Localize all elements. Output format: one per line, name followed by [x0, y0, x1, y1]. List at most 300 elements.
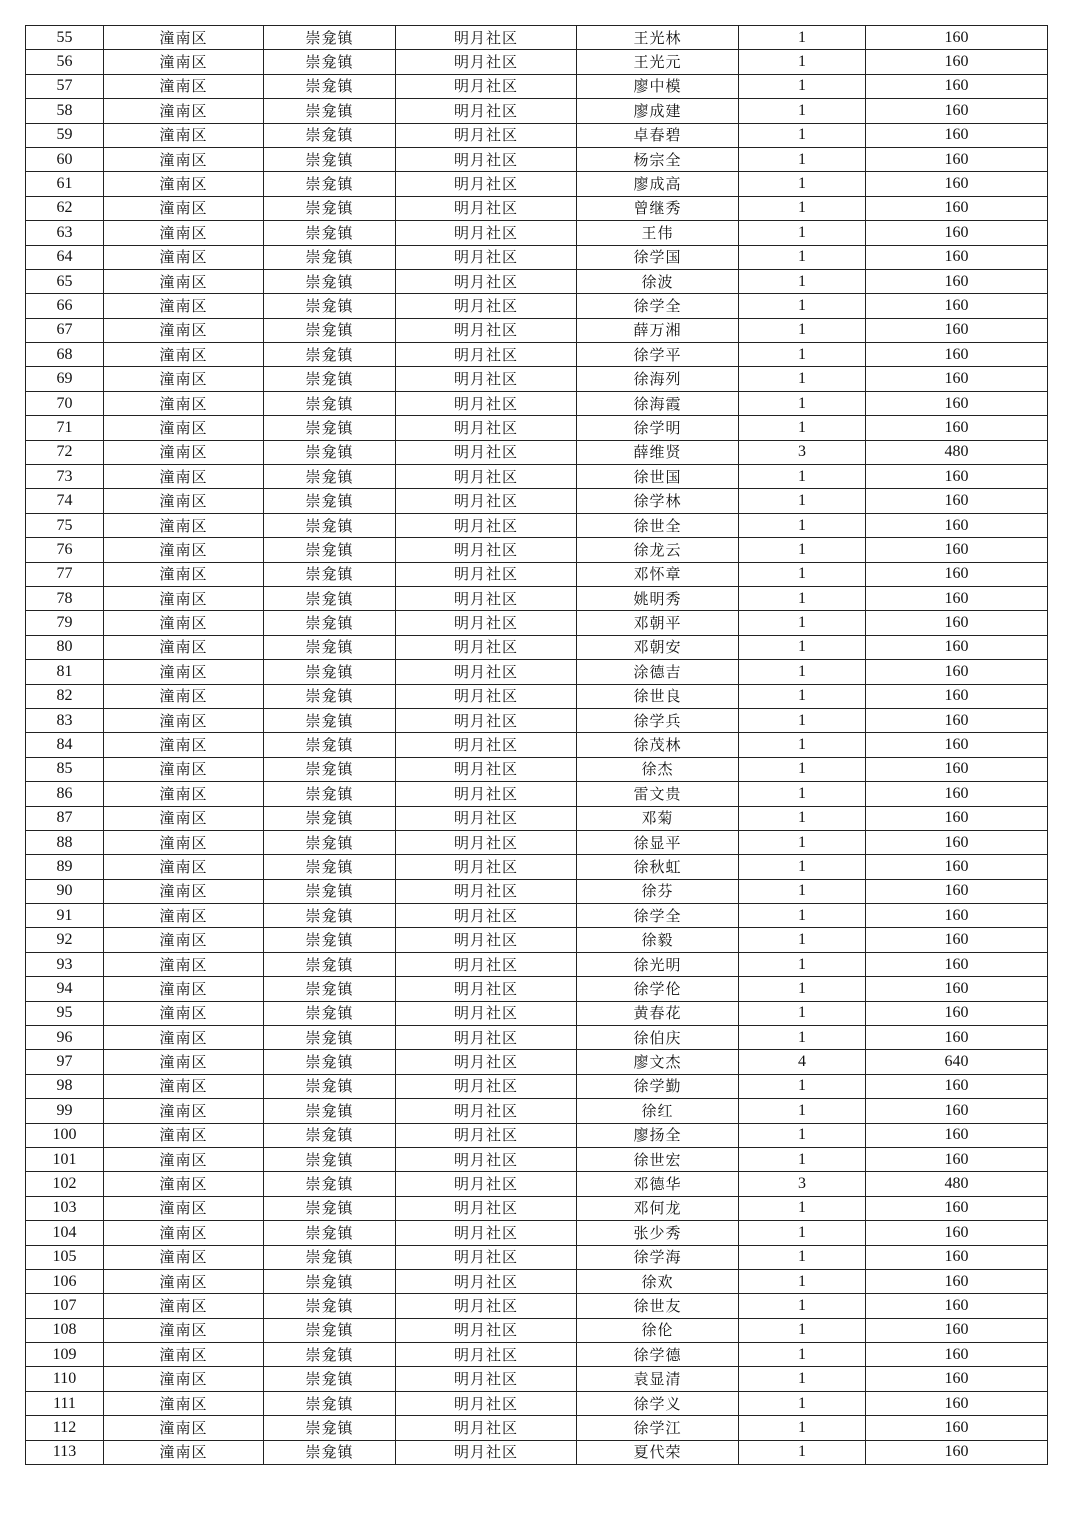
person-name-cell: 徐学勤 — [577, 1074, 739, 1098]
row-number-cell: 85 — [26, 757, 104, 781]
town-cell: 崇龛镇 — [264, 952, 396, 976]
table-row — [26, 99, 1048, 123]
town-cell: 崇龛镇 — [264, 1367, 396, 1391]
amount-cell: 160 — [866, 904, 1048, 928]
amount-cell: 160 — [866, 977, 1048, 1001]
amount-cell: 160 — [866, 1318, 1048, 1342]
table-row — [26, 1026, 1048, 1050]
row-number-cell: 67 — [26, 318, 104, 342]
town-cell: 崇龛镇 — [264, 928, 396, 952]
count-cell: 1 — [739, 74, 866, 98]
table-row — [26, 1343, 1048, 1367]
person-name-cell: 徐伯庆 — [577, 1026, 739, 1050]
count-cell: 1 — [739, 416, 866, 440]
person-name-cell: 徐杰 — [577, 757, 739, 781]
community-cell: 明月社区 — [396, 1147, 577, 1171]
count-cell: 1 — [739, 1416, 866, 1440]
amount-cell: 160 — [866, 611, 1048, 635]
amount-cell: 160 — [866, 416, 1048, 440]
count-cell: 1 — [739, 1391, 866, 1415]
community-cell: 明月社区 — [396, 489, 577, 513]
count-cell: 1 — [739, 1074, 866, 1098]
person-name-cell: 卓春碧 — [577, 123, 739, 147]
amount-cell: 160 — [866, 757, 1048, 781]
amount-cell: 160 — [866, 269, 1048, 293]
count-cell: 1 — [739, 1440, 866, 1464]
count-cell: 1 — [739, 830, 866, 854]
count-cell: 1 — [739, 245, 866, 269]
person-name-cell: 邓德华 — [577, 1172, 739, 1196]
amount-cell: 160 — [866, 1440, 1048, 1464]
person-name-cell: 徐海霞 — [577, 391, 739, 415]
town-cell: 崇龛镇 — [264, 196, 396, 220]
amount-cell: 160 — [866, 782, 1048, 806]
district-cell: 潼南区 — [104, 1367, 264, 1391]
count-cell: 1 — [739, 660, 866, 684]
amount-cell: 480 — [866, 440, 1048, 464]
town-cell: 崇龛镇 — [264, 1001, 396, 1025]
community-cell: 明月社区 — [396, 1367, 577, 1391]
district-cell: 潼南区 — [104, 221, 264, 245]
person-name-cell: 徐欢 — [577, 1269, 739, 1293]
district-cell: 潼南区 — [104, 1099, 264, 1123]
district-cell: 潼南区 — [104, 904, 264, 928]
amount-cell: 160 — [866, 684, 1048, 708]
town-cell: 崇龛镇 — [264, 1343, 396, 1367]
community-cell: 明月社区 — [396, 1123, 577, 1147]
town-cell: 崇龛镇 — [264, 294, 396, 318]
district-cell: 潼南区 — [104, 1294, 264, 1318]
district-cell: 潼南区 — [104, 74, 264, 98]
row-number-cell: 83 — [26, 708, 104, 732]
person-name-cell: 徐毅 — [577, 928, 739, 952]
row-number-cell: 66 — [26, 294, 104, 318]
count-cell: 1 — [739, 1099, 866, 1123]
town-cell: 崇龛镇 — [264, 855, 396, 879]
town-cell: 崇龛镇 — [264, 1269, 396, 1293]
row-number-cell: 63 — [26, 221, 104, 245]
table-row — [26, 465, 1048, 489]
table-row — [26, 1367, 1048, 1391]
amount-cell: 160 — [866, 879, 1048, 903]
amount-cell: 160 — [866, 1196, 1048, 1220]
district-cell: 潼南区 — [104, 367, 264, 391]
person-name-cell: 王光元 — [577, 50, 739, 74]
table-row — [26, 1318, 1048, 1342]
row-number-cell: 107 — [26, 1294, 104, 1318]
amount-cell: 160 — [866, 1367, 1048, 1391]
person-name-cell: 徐红 — [577, 1099, 739, 1123]
person-name-cell: 徐芬 — [577, 879, 739, 903]
community-cell: 明月社区 — [396, 855, 577, 879]
district-cell: 潼南区 — [104, 50, 264, 74]
amount-cell: 160 — [866, 1269, 1048, 1293]
table-row — [26, 1440, 1048, 1464]
count-cell: 1 — [739, 489, 866, 513]
table-row — [26, 562, 1048, 586]
community-cell: 明月社区 — [396, 196, 577, 220]
community-cell: 明月社区 — [396, 221, 577, 245]
town-cell: 崇龛镇 — [264, 26, 396, 50]
district-cell: 潼南区 — [104, 465, 264, 489]
row-number-cell: 88 — [26, 830, 104, 854]
person-name-cell: 邓朝平 — [577, 611, 739, 635]
count-cell: 1 — [739, 99, 866, 123]
district-cell: 潼南区 — [104, 245, 264, 269]
district-cell: 潼南区 — [104, 611, 264, 635]
district-cell: 潼南区 — [104, 879, 264, 903]
count-cell: 1 — [739, 1245, 866, 1269]
person-name-cell: 邓菊 — [577, 806, 739, 830]
count-cell: 1 — [739, 1343, 866, 1367]
amount-cell: 160 — [866, 635, 1048, 659]
person-name-cell: 薛万湘 — [577, 318, 739, 342]
amount-cell: 480 — [866, 1172, 1048, 1196]
row-number-cell: 58 — [26, 99, 104, 123]
table-row — [26, 26, 1048, 50]
row-number-cell: 90 — [26, 879, 104, 903]
district-cell: 潼南区 — [104, 684, 264, 708]
town-cell: 崇龛镇 — [264, 1318, 396, 1342]
count-cell: 1 — [739, 611, 866, 635]
amount-cell: 160 — [866, 465, 1048, 489]
row-number-cell: 71 — [26, 416, 104, 440]
count-cell: 1 — [739, 1367, 866, 1391]
amount-cell: 160 — [866, 562, 1048, 586]
community-cell: 明月社区 — [396, 684, 577, 708]
person-name-cell: 徐学兵 — [577, 708, 739, 732]
count-cell: 1 — [739, 757, 866, 781]
town-cell: 崇龛镇 — [264, 562, 396, 586]
table-row — [26, 1391, 1048, 1415]
district-cell: 潼南区 — [104, 928, 264, 952]
row-number-cell: 93 — [26, 952, 104, 976]
community-cell: 明月社区 — [396, 1172, 577, 1196]
amount-cell: 160 — [866, 172, 1048, 196]
amount-cell: 160 — [866, 708, 1048, 732]
amount-cell: 160 — [866, 1391, 1048, 1415]
table-row — [26, 830, 1048, 854]
table-row — [26, 1074, 1048, 1098]
district-cell: 潼南区 — [104, 123, 264, 147]
count-cell: 1 — [739, 26, 866, 50]
row-number-cell: 65 — [26, 269, 104, 293]
table-row — [26, 1269, 1048, 1293]
row-number-cell: 100 — [26, 1123, 104, 1147]
table-body — [26, 26, 1048, 1465]
count-cell: 1 — [739, 1221, 866, 1245]
town-cell: 崇龛镇 — [264, 343, 396, 367]
person-name-cell: 夏代荣 — [577, 1440, 739, 1464]
town-cell: 崇龛镇 — [264, 635, 396, 659]
district-cell: 潼南区 — [104, 489, 264, 513]
row-number-cell: 79 — [26, 611, 104, 635]
community-cell: 明月社区 — [396, 1099, 577, 1123]
table-row — [26, 147, 1048, 171]
table-row — [26, 1196, 1048, 1220]
town-cell: 崇龛镇 — [264, 1099, 396, 1123]
row-number-cell: 76 — [26, 538, 104, 562]
community-cell: 明月社区 — [396, 245, 577, 269]
row-number-cell: 91 — [26, 904, 104, 928]
town-cell: 崇龛镇 — [264, 904, 396, 928]
district-cell: 潼南区 — [104, 733, 264, 757]
person-name-cell: 徐学明 — [577, 416, 739, 440]
town-cell: 崇龛镇 — [264, 782, 396, 806]
row-number-cell: 110 — [26, 1367, 104, 1391]
amount-cell: 160 — [866, 367, 1048, 391]
district-cell: 潼南区 — [104, 99, 264, 123]
person-name-cell: 雷文贵 — [577, 782, 739, 806]
row-number-cell: 68 — [26, 343, 104, 367]
district-cell: 潼南区 — [104, 513, 264, 537]
amount-cell: 160 — [866, 1245, 1048, 1269]
table-row — [26, 294, 1048, 318]
amount-cell: 160 — [866, 123, 1048, 147]
table-row — [26, 367, 1048, 391]
town-cell: 崇龛镇 — [264, 318, 396, 342]
district-cell: 潼南区 — [104, 806, 264, 830]
count-cell: 1 — [739, 221, 866, 245]
town-cell: 崇龛镇 — [264, 1026, 396, 1050]
community-cell: 明月社区 — [396, 74, 577, 98]
subsidy-table — [25, 25, 1048, 1465]
town-cell: 崇龛镇 — [264, 1245, 396, 1269]
person-name-cell: 廖文杰 — [577, 1050, 739, 1074]
community-cell: 明月社区 — [396, 172, 577, 196]
town-cell: 崇龛镇 — [264, 245, 396, 269]
town-cell: 崇龛镇 — [264, 830, 396, 854]
person-name-cell: 徐学全 — [577, 904, 739, 928]
community-cell: 明月社区 — [396, 562, 577, 586]
district-cell: 潼南区 — [104, 635, 264, 659]
district-cell: 潼南区 — [104, 977, 264, 1001]
person-name-cell: 涂德吉 — [577, 660, 739, 684]
person-name-cell: 徐学伦 — [577, 977, 739, 1001]
community-cell: 明月社区 — [396, 611, 577, 635]
count-cell: 1 — [739, 684, 866, 708]
count-cell: 1 — [739, 1196, 866, 1220]
town-cell: 崇龛镇 — [264, 1074, 396, 1098]
count-cell: 1 — [739, 196, 866, 220]
town-cell: 崇龛镇 — [264, 1294, 396, 1318]
community-cell: 明月社区 — [396, 660, 577, 684]
person-name-cell: 徐学林 — [577, 489, 739, 513]
table-row — [26, 391, 1048, 415]
count-cell: 1 — [739, 538, 866, 562]
table-row — [26, 196, 1048, 220]
town-cell: 崇龛镇 — [264, 1221, 396, 1245]
row-number-cell: 77 — [26, 562, 104, 586]
community-cell: 明月社区 — [396, 586, 577, 610]
person-name-cell: 徐秋虹 — [577, 855, 739, 879]
town-cell: 崇龛镇 — [264, 611, 396, 635]
count-cell: 1 — [739, 782, 866, 806]
district-cell: 潼南区 — [104, 416, 264, 440]
person-name-cell: 姚明秀 — [577, 586, 739, 610]
amount-cell: 640 — [866, 1050, 1048, 1074]
district-cell: 潼南区 — [104, 757, 264, 781]
amount-cell: 160 — [866, 221, 1048, 245]
row-number-cell: 111 — [26, 1391, 104, 1415]
table-row — [26, 221, 1048, 245]
table-row — [26, 50, 1048, 74]
town-cell: 崇龛镇 — [264, 513, 396, 537]
amount-cell: 160 — [866, 343, 1048, 367]
district-cell: 潼南区 — [104, 1440, 264, 1464]
amount-cell: 160 — [866, 294, 1048, 318]
district-cell: 潼南区 — [104, 1196, 264, 1220]
town-cell: 崇龛镇 — [264, 660, 396, 684]
table-row — [26, 440, 1048, 464]
community-cell: 明月社区 — [396, 1440, 577, 1464]
row-number-cell: 84 — [26, 733, 104, 757]
count-cell: 1 — [739, 1026, 866, 1050]
town-cell: 崇龛镇 — [264, 1050, 396, 1074]
table-row — [26, 513, 1048, 537]
count-cell: 1 — [739, 1001, 866, 1025]
person-name-cell: 徐海列 — [577, 367, 739, 391]
amount-cell: 160 — [866, 855, 1048, 879]
community-cell: 明月社区 — [396, 1269, 577, 1293]
town-cell: 崇龛镇 — [264, 1440, 396, 1464]
town-cell: 崇龛镇 — [264, 879, 396, 903]
district-cell: 潼南区 — [104, 294, 264, 318]
community-cell: 明月社区 — [396, 1391, 577, 1415]
district-cell: 潼南区 — [104, 318, 264, 342]
district-cell: 潼南区 — [104, 660, 264, 684]
count-cell: 1 — [739, 513, 866, 537]
person-name-cell: 徐世友 — [577, 1294, 739, 1318]
table-row — [26, 977, 1048, 1001]
person-name-cell: 徐学义 — [577, 1391, 739, 1415]
row-number-cell: 75 — [26, 513, 104, 537]
row-number-cell: 95 — [26, 1001, 104, 1025]
amount-cell: 160 — [866, 147, 1048, 171]
district-cell: 潼南区 — [104, 952, 264, 976]
town-cell: 崇龛镇 — [264, 123, 396, 147]
table-row — [26, 245, 1048, 269]
count-cell: 1 — [739, 172, 866, 196]
table-row — [26, 660, 1048, 684]
table-row — [26, 928, 1048, 952]
count-cell: 1 — [739, 147, 866, 171]
community-cell: 明月社区 — [396, 1245, 577, 1269]
count-cell: 1 — [739, 1123, 866, 1147]
community-cell: 明月社区 — [396, 757, 577, 781]
district-cell: 潼南区 — [104, 343, 264, 367]
town-cell: 崇龛镇 — [264, 538, 396, 562]
district-cell: 潼南区 — [104, 1416, 264, 1440]
row-number-cell: 86 — [26, 782, 104, 806]
amount-cell: 160 — [866, 1343, 1048, 1367]
count-cell: 1 — [739, 269, 866, 293]
row-number-cell: 103 — [26, 1196, 104, 1220]
table-row — [26, 611, 1048, 635]
table-row — [26, 1050, 1048, 1074]
table-row — [26, 879, 1048, 903]
community-cell: 明月社区 — [396, 1294, 577, 1318]
community-cell: 明月社区 — [396, 367, 577, 391]
town-cell: 崇龛镇 — [264, 416, 396, 440]
row-number-cell: 62 — [26, 196, 104, 220]
community-cell: 明月社区 — [396, 1343, 577, 1367]
count-cell: 3 — [739, 440, 866, 464]
row-number-cell: 108 — [26, 1318, 104, 1342]
count-cell: 1 — [739, 733, 866, 757]
community-cell: 明月社区 — [396, 343, 577, 367]
town-cell: 崇龛镇 — [264, 440, 396, 464]
person-name-cell: 徐世良 — [577, 684, 739, 708]
person-name-cell: 徐世国 — [577, 465, 739, 489]
town-cell: 崇龛镇 — [264, 367, 396, 391]
community-cell: 明月社区 — [396, 830, 577, 854]
town-cell: 崇龛镇 — [264, 50, 396, 74]
row-number-cell: 112 — [26, 1416, 104, 1440]
town-cell: 崇龛镇 — [264, 269, 396, 293]
table-row — [26, 538, 1048, 562]
table-row — [26, 733, 1048, 757]
town-cell: 崇龛镇 — [264, 708, 396, 732]
district-cell: 潼南区 — [104, 538, 264, 562]
row-number-cell: 78 — [26, 586, 104, 610]
town-cell: 崇龛镇 — [264, 586, 396, 610]
count-cell: 1 — [739, 391, 866, 415]
person-name-cell: 徐世宏 — [577, 1147, 739, 1171]
town-cell: 崇龛镇 — [264, 1391, 396, 1415]
amount-cell: 160 — [866, 513, 1048, 537]
person-name-cell: 徐学江 — [577, 1416, 739, 1440]
table-row — [26, 708, 1048, 732]
district-cell: 潼南区 — [104, 1318, 264, 1342]
person-name-cell: 杨宗全 — [577, 147, 739, 171]
town-cell: 崇龛镇 — [264, 806, 396, 830]
person-name-cell: 邓怀章 — [577, 562, 739, 586]
count-cell: 1 — [739, 879, 866, 903]
amount-cell: 160 — [866, 1221, 1048, 1245]
community-cell: 明月社区 — [396, 977, 577, 1001]
person-name-cell: 廖中模 — [577, 74, 739, 98]
district-cell: 潼南区 — [104, 1221, 264, 1245]
table-row — [26, 684, 1048, 708]
row-number-cell: 105 — [26, 1245, 104, 1269]
community-cell: 明月社区 — [396, 1050, 577, 1074]
amount-cell: 160 — [866, 26, 1048, 50]
row-number-cell: 73 — [26, 465, 104, 489]
count-cell: 1 — [739, 318, 866, 342]
town-cell: 崇龛镇 — [264, 757, 396, 781]
person-name-cell: 黄春花 — [577, 1001, 739, 1025]
amount-cell: 160 — [866, 489, 1048, 513]
person-name-cell: 曾继秀 — [577, 196, 739, 220]
community-cell: 明月社区 — [396, 513, 577, 537]
district-cell: 潼南区 — [104, 1391, 264, 1415]
town-cell: 崇龛镇 — [264, 489, 396, 513]
person-name-cell: 徐学国 — [577, 245, 739, 269]
district-cell: 潼南区 — [104, 1074, 264, 1098]
community-cell: 明月社区 — [396, 269, 577, 293]
district-cell: 潼南区 — [104, 269, 264, 293]
district-cell: 潼南区 — [104, 830, 264, 854]
community-cell: 明月社区 — [396, 26, 577, 50]
count-cell: 1 — [739, 1269, 866, 1293]
amount-cell: 160 — [866, 928, 1048, 952]
district-cell: 潼南区 — [104, 1001, 264, 1025]
town-cell: 崇龛镇 — [264, 147, 396, 171]
row-number-cell: 81 — [26, 660, 104, 684]
amount-cell: 160 — [866, 1001, 1048, 1025]
table-row — [26, 343, 1048, 367]
